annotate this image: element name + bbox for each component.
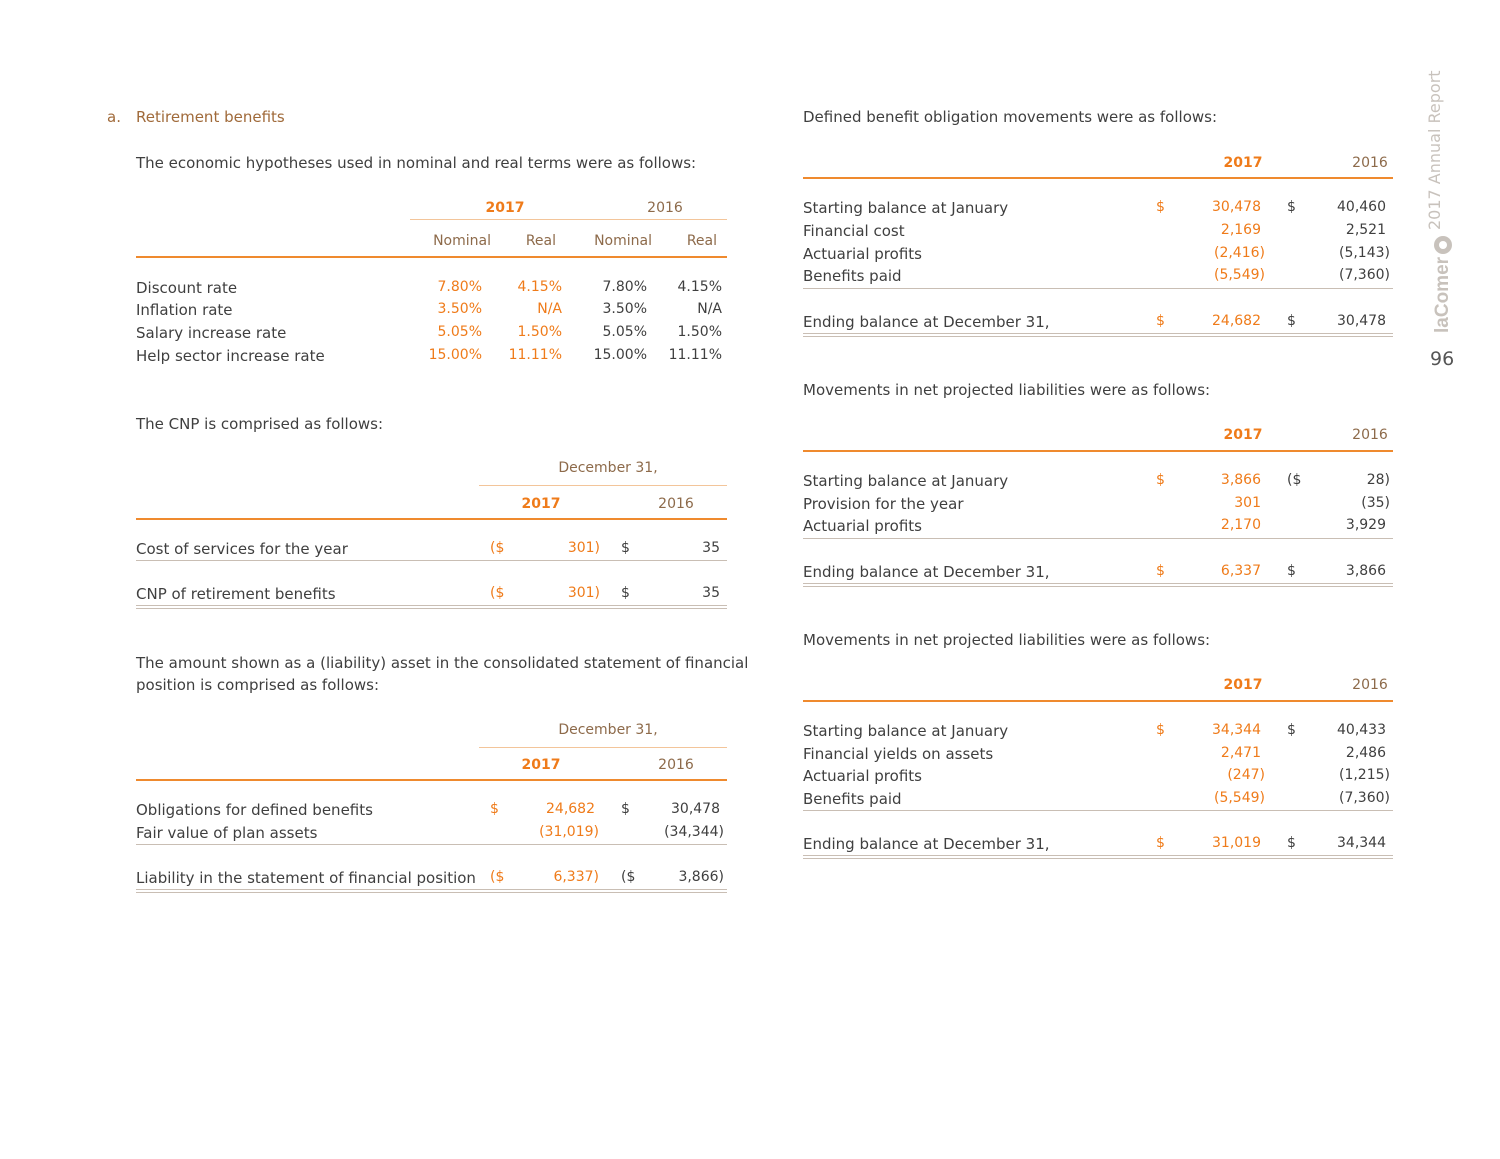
t3-cell: (247)	[1227, 767, 1265, 783]
liab-header-divider	[479, 747, 727, 748]
t3-cell: 2,471	[1220, 745, 1261, 761]
hyp-cell: N/A	[537, 301, 562, 317]
t3-row-label: Benefits paid	[803, 790, 902, 808]
t1-cell: 2,521	[1345, 222, 1386, 238]
hyp-col-nominal-2016: Nominal	[594, 233, 652, 249]
t3-intro: Movements in net projected liabilities were as follows:	[803, 631, 1211, 649]
liab-cell: (34,344)	[664, 824, 724, 840]
hyp-col-real-2016: Real	[686, 233, 717, 249]
cnp-currency: ($	[490, 585, 505, 601]
liab-header: December 31,	[558, 722, 658, 738]
hyp-year-divider	[410, 219, 727, 220]
t1-cell: 40,460	[1337, 199, 1386, 215]
hyp-year-2017: 2017	[485, 200, 525, 216]
hyp-year-2016: 2016	[647, 200, 683, 216]
hyp-cell: N/A	[697, 301, 722, 317]
t2-header-rule	[803, 450, 1393, 452]
cnp-header: December 31,	[558, 460, 658, 476]
t3-row-label: Financial yields on assets	[803, 745, 994, 763]
t2-total-rule	[803, 583, 1393, 587]
t1-currency: $	[1156, 313, 1165, 329]
t2-total-2017: 6,337	[1220, 563, 1261, 579]
t2-cell: 3,929	[1345, 517, 1386, 533]
section-letter: a.	[107, 108, 121, 126]
liab-cell: (31,019)	[539, 824, 599, 840]
t1-total-2016: 30,478	[1337, 313, 1386, 329]
t2-cell: 3,866	[1220, 472, 1261, 488]
hypotheses-intro: The economic hypotheses used in nominal and real terms were as follows:	[136, 154, 697, 172]
t3-total-2016: 34,344	[1337, 835, 1386, 851]
hyp-row-label: Help sector increase rate	[136, 347, 325, 365]
hyp-row-label: Salary increase rate	[136, 324, 287, 342]
t3-row-label: Actuarial profits	[803, 767, 922, 785]
liab-currency: ($	[490, 869, 505, 885]
t3-year-2017: 2017	[1223, 677, 1263, 693]
t3-currency: $	[1156, 722, 1165, 738]
t1-year-2016: 2016	[1352, 155, 1388, 171]
t2-intro: Movements in net projected liabilities were as follows:	[803, 381, 1211, 399]
t3-year-2016: 2016	[1352, 677, 1388, 693]
hyp-cell: 5.05%	[437, 324, 482, 340]
t1-cell: 2,169	[1220, 222, 1261, 238]
liab-header-rule	[136, 779, 727, 781]
t1-currency: $	[1287, 199, 1296, 215]
hyp-cell: 1.50%	[517, 324, 562, 340]
t3-row-label: Starting balance at January	[803, 722, 1009, 740]
t1-total-rule	[803, 333, 1393, 337]
t1-cell: (5,143)	[1338, 245, 1390, 261]
t1-row-label: Starting balance at January	[803, 199, 1009, 217]
t3-cell: 2,486	[1345, 745, 1386, 761]
liab-cell: 30,478	[671, 801, 720, 817]
t3-row-rule	[803, 810, 1393, 811]
liab-currency: $	[490, 801, 499, 817]
t2-currency: $	[1156, 563, 1165, 579]
hyp-row-label: Discount rate	[136, 279, 238, 297]
liab-intro-2: position is comprised as follows:	[136, 676, 380, 694]
t2-row-label: Actuarial profits	[803, 517, 922, 535]
t2-total-2016: 3,866	[1345, 563, 1386, 579]
t2-currency: ($	[1287, 472, 1302, 488]
cnp-cell: 35	[702, 585, 720, 601]
hyp-cell: 7.80%	[437, 279, 482, 295]
liab-total-rule	[136, 889, 727, 893]
t3-total-2017: 31,019	[1212, 835, 1261, 851]
t1-cell: (7,360)	[1338, 267, 1390, 283]
hyp-cell: 15.00%	[428, 347, 482, 363]
cnp-row-label: Cost of services for the year	[136, 540, 348, 558]
t2-total-label: Ending balance at December 31,	[803, 563, 1050, 581]
hyp-cell: 3.50%	[602, 301, 647, 317]
t1-total-2017: 24,682	[1212, 313, 1261, 329]
t3-currency: $	[1287, 835, 1296, 851]
cnp-currency: $	[621, 540, 630, 556]
cnp-row-label: CNP of retirement benefits	[136, 585, 336, 603]
liab-row-label: Liability in the statement of financial position	[136, 869, 476, 887]
hyp-cell: 15.00%	[593, 347, 647, 363]
liab-row-rule	[136, 844, 727, 845]
cnp-total-rule	[136, 605, 727, 609]
liab-intro-1: The amount shown as a (liability) asset in the consolidated statement of financial	[136, 654, 749, 672]
t3-total-label: Ending balance at December 31,	[803, 835, 1050, 853]
t1-row-label: Actuarial profits	[803, 245, 922, 263]
section-title: Retirement benefits	[136, 108, 285, 126]
t2-cell: 2,170	[1220, 517, 1261, 533]
t2-cell: (35)	[1361, 495, 1390, 511]
t1-total-label: Ending balance at December 31,	[803, 313, 1050, 331]
t2-cell: 28)	[1366, 472, 1390, 488]
t1-row-rule	[803, 288, 1393, 289]
hyp-cell: 5.05%	[602, 324, 647, 340]
t3-cell: 40,433	[1337, 722, 1386, 738]
t1-row-label: Financial cost	[803, 222, 905, 240]
liab-row-label: Fair value of plan assets	[136, 824, 318, 842]
hyp-cell: 11.11%	[508, 347, 562, 363]
t2-row-label: Provision for the year	[803, 495, 964, 513]
t3-cell: (5,549)	[1213, 790, 1265, 806]
t3-total-rule	[803, 855, 1393, 859]
t3-cell: (1,215)	[1338, 767, 1390, 783]
liab-row-label: Obligations for defined benefits	[136, 801, 373, 819]
liab-cell: 6,337)	[553, 869, 599, 885]
liab-currency: $	[621, 801, 630, 817]
lacomer-logo	[1432, 235, 1454, 335]
t1-year-2017: 2017	[1223, 155, 1263, 171]
t3-cell: 34,344	[1212, 722, 1261, 738]
page-number: 96	[1430, 348, 1455, 370]
t3-currency: $	[1156, 835, 1165, 851]
hyp-col-real-2017: Real	[525, 233, 556, 249]
cnp-row-rule	[136, 560, 727, 561]
t2-year-2017: 2017	[1223, 427, 1263, 443]
hyp-cell: 4.15%	[677, 279, 722, 295]
liab-cell: 24,682	[546, 801, 595, 817]
t1-cell: 30,478	[1212, 199, 1261, 215]
t1-currency: $	[1156, 199, 1165, 215]
cnp-cell: 35	[702, 540, 720, 556]
liab-currency: ($	[621, 869, 636, 885]
cnp-header-divider	[479, 485, 727, 486]
liab-cell: 3,866)	[678, 869, 724, 885]
t1-row-label: Benefits paid	[803, 267, 902, 285]
cnp-year-2016: 2016	[658, 496, 694, 512]
annual-report-title: 2017 Annual Report	[1425, 70, 1444, 230]
cnp-year-2017: 2017	[521, 496, 561, 512]
hyp-header-rule	[136, 256, 727, 258]
t3-cell: (7,360)	[1338, 790, 1390, 806]
t3-header-rule	[803, 700, 1393, 702]
t1-cell: (2,416)	[1213, 245, 1265, 261]
t2-row-label: Starting balance at January	[803, 472, 1009, 490]
t1-header-rule	[803, 177, 1393, 179]
hyp-cell: 7.80%	[602, 279, 647, 295]
cnp-intro: The CNP is comprised as follows:	[136, 415, 384, 433]
t2-cell: 301	[1234, 495, 1261, 511]
hyp-cell: 3.50%	[437, 301, 482, 317]
cnp-currency: ($	[490, 540, 505, 556]
liab-year-2016: 2016	[658, 757, 694, 773]
t2-currency: $	[1156, 472, 1165, 488]
t1-currency: $	[1287, 313, 1296, 329]
svg-text:laComer: laComer	[1432, 256, 1453, 333]
liab-year-2017: 2017	[521, 757, 561, 773]
cnp-header-rule	[136, 518, 727, 520]
cnp-cell: 301)	[567, 540, 600, 556]
t2-currency: $	[1287, 563, 1296, 579]
hyp-col-nominal-2017: Nominal	[433, 233, 491, 249]
t1-cell: (5,549)	[1213, 267, 1265, 283]
hyp-row-label: Inflation rate	[136, 301, 233, 319]
t3-currency: $	[1287, 722, 1296, 738]
hyp-cell: 11.11%	[668, 347, 722, 363]
t1-intro: Defined benefit obligation movements were as follows:	[803, 108, 1218, 126]
cnp-cell: 301)	[567, 585, 600, 601]
t2-year-2016: 2016	[1352, 427, 1388, 443]
hyp-cell: 1.50%	[677, 324, 722, 340]
hyp-cell: 4.15%	[517, 279, 562, 295]
t2-row-rule	[803, 538, 1393, 539]
cnp-currency: $	[621, 585, 630, 601]
